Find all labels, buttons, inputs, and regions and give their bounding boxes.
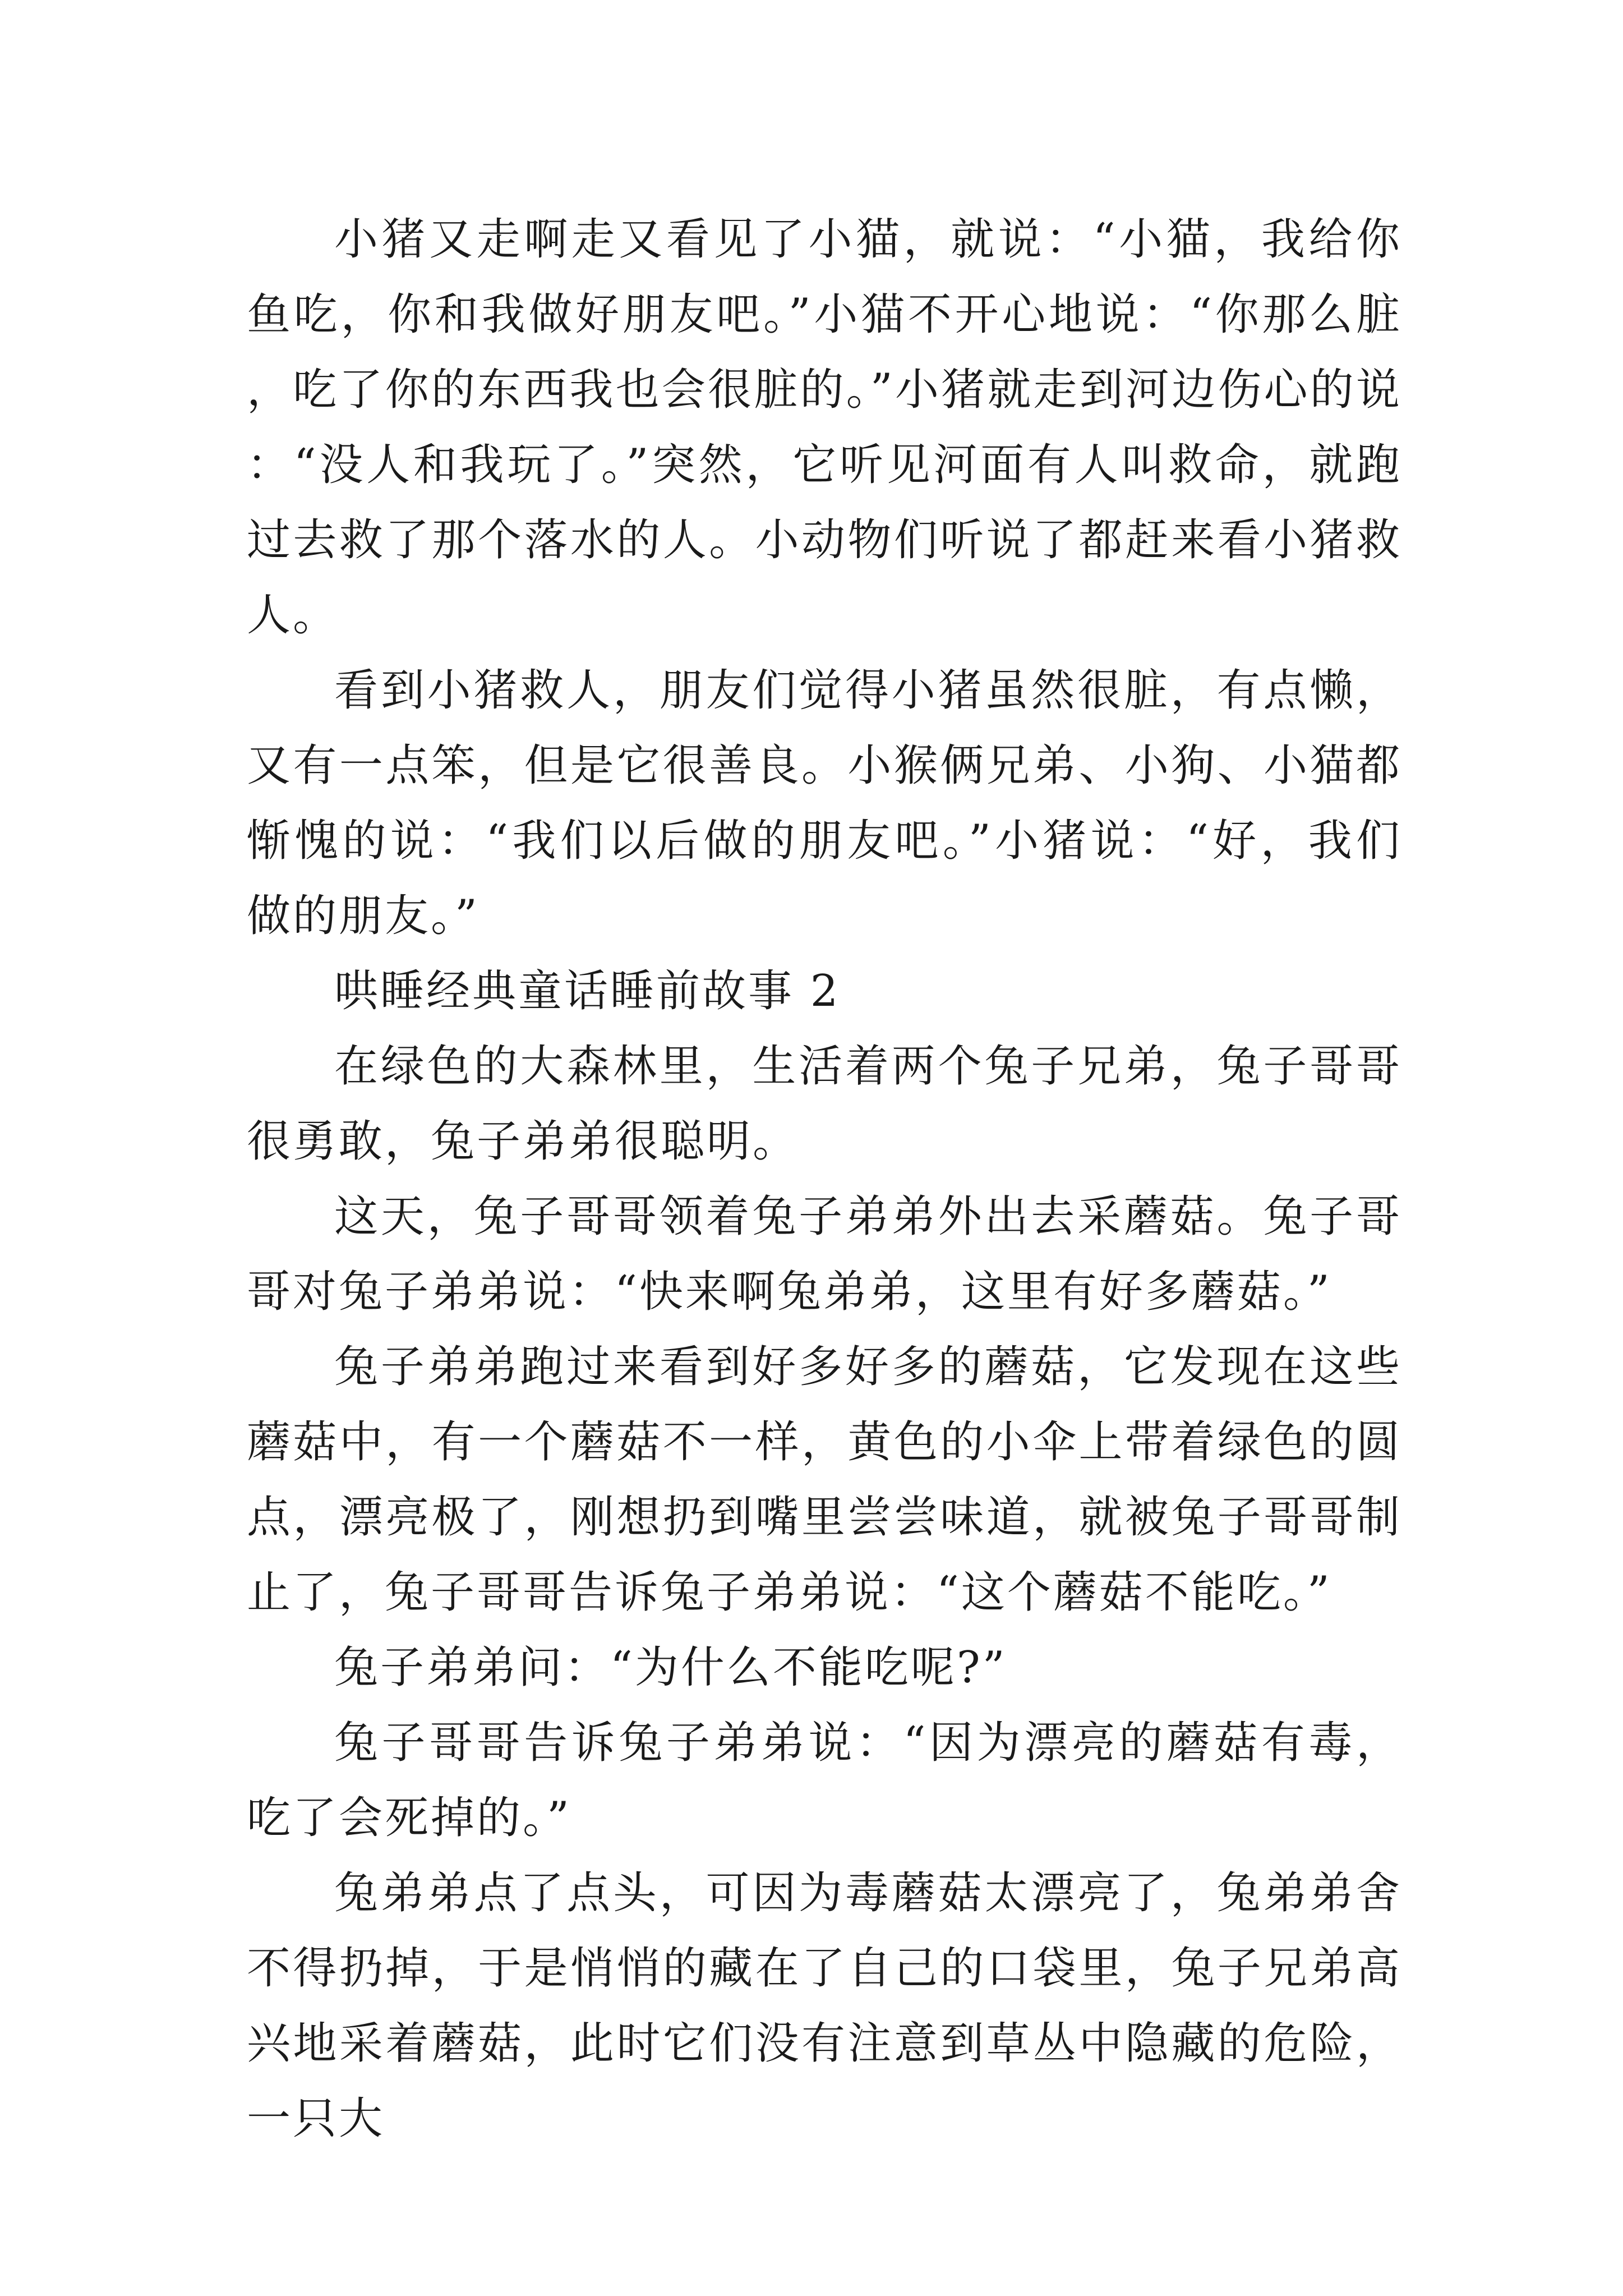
story-paragraph-6: 兔弟弟点了点头，可因为毒蘑菇太漂亮了，兔弟弟舍不得扔掉，于是悄悄的藏在了自己的口袋里，兔子兄弟高兴地采着蘑菇，此时它们没有注意到草丛中隐藏的危险，一只大 [247,1868,1402,2144]
paragraph-2: 看到小猪救人，朋友们觉得小猪虽然很脏，有点懒，又有一点笨，但是它很善良。小猴俩兄弟、小狗、小猫都惭愧的说：“我们以后做的朋友吧。”小猪说：“好，我们做的朋友。” [247,665,1402,941]
section-title: 哄睡经典童话睡前故事 2 [334,966,841,1016]
story-paragraph-1: 在绿色的大森林里，生活着两个兔子兄弟，兔子哥哥很勇敢，兔子弟弟很聪明。 [247,1041,1402,1167]
document-body [247,202,1402,2156]
story-paragraph-4: 兔子弟弟问：“为什么不能吃呢?” [334,1642,1007,1693]
story-paragraph-5: 兔子哥哥告诉兔子弟弟说：“因为漂亮的蘑菇有毒，吃了会死掉的。” [247,1718,1402,1843]
story-paragraph-2: 这天，兔子哥哥领着兔子弟弟外出去采蘑菇。兔子哥哥对兔子弟弟说：“快来啊兔弟弟，这里有好多蘑菇。” [247,1191,1402,1317]
paragraph-1: 小猪又走啊走又看见了小猫，就说：“小猫，我给你鱼吃，你和我做好朋友吧。”小猫不开心地说：“你那么脏，吃了你的东西我也会很脏的。”小猪就走到河边伤心的说：“没人和我玩了。”突然，它听见河面有人叫救命，就跑过去救了那个落水的人。小动物们听说了都赶来看小猪救人。 [247,214,1402,641]
story-paragraph-3: 兔子弟弟跑过来看到好多好多的蘑菇，它发现在这些蘑菇中，有一个蘑菇不一样，黄色的小伞上带着绿色的圆点，漂亮极了，刚想扔到嘴里尝尝味道，就被兔子哥哥制止了，兔子哥哥告诉兔子弟弟说：“这个蘑菇不能吃。” [247,1342,1402,1618]
